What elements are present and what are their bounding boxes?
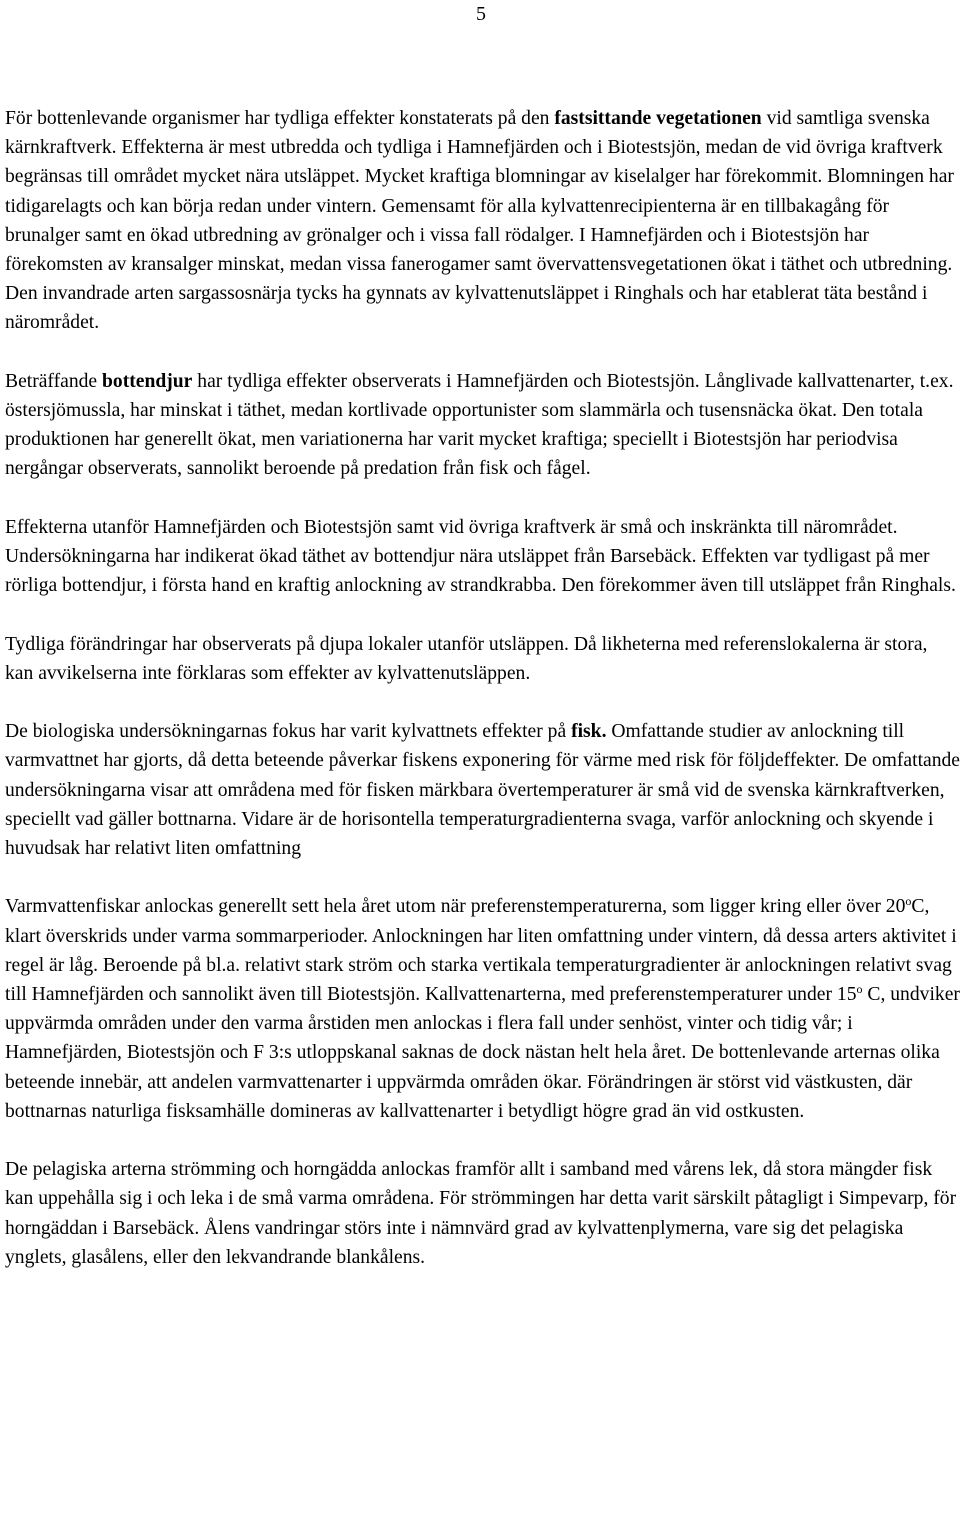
paragraph-vegetation: [5, 104, 960, 338]
text-segment: De biologiska undersökningarnas fokus har varit kylvattnets effekter på: [5, 721, 572, 743]
paragraph-bottom-fauna: [5, 367, 960, 484]
text-segment: De pelagiska arterna strömming och horngädda anlockas framför allt i samband med vårens lek, då stora mängder fisk kan uppehålla sig i och leka i de små varma områdena. För strömmingen har detta varit särskilt påtagligt i Simpevarp, för horngäddan i Barsebäck. Ålens vandringar störs inte i nämnvärd grad av kylvattenplymerna, vare sig det pelagiska ynglets, glasålens, eller den lekvandrande blankålens.: [5, 1159, 957, 1268]
text-segment: vid samtliga svenska kärnkraftverk. Effekterna är mest utbredda och tydliga i Hamnefjärden och i Biotestsjön, medan de vid övriga kraftverk begränsas till området mycket nära utsläppet. Mycket kraftiga blomningar av kiselalger har förekommit. Blomningen har tidigarelagts och kan börja redan under vintern. Gemensamt för alla kylvattenrecipienterna är en tillbakagång för brunalger samt en ökad utbredning av grönalger och i vissa fall rödalger. I Hamnefjärden och i Biotestsjön har förekomsten av kransalger minskat, medan vissa fanerogamer samt övervattensvegetationen ökat i täthet och utbredning. Den invandrade arten sargassosnärja tycks ha gynnats av kylvattenutsläppet i Ringhals och har etablerat täta bestånd i närområdet.: [5, 108, 954, 334]
text-segment: C, klart överskrids under varma sommarperioder. Anlockningen har liten omfattning under vintern, då dessa arters aktivitet i regel är låg. Beroende på bl.a. relativt stark ström och starka vertikala temperaturgradienter är anlockningen relativt svag till Hamnefjärden och sannolikt även till Biotestsjön. Kallvattenarterna, med preferenstemperaturer under 15: [5, 896, 957, 1006]
paragraph-fish-focus: [5, 717, 960, 863]
bold-term-vegetation: fastsittande vegetationen: [554, 108, 762, 129]
text-segment: C, undviker uppvärmda områden under den varma årstiden men anlockas i flera fall under senhöst, vinter och tidig vår; i Hamnefjärden, Biotestsjön och F 3:s utloppskanal saknas de dock nästan helt hela året. De bottenlevande arternas olika beteende innebär, att andelen varmvattenarter i uppvärmda områden ökar. Förändringen är störst vid västkusten, där bottnarnas naturliga fisksamhälle domineras av kallvattenarter i betydligt högre grad än vid ostkusten.: [5, 984, 960, 1122]
text-segment: har tydliga effekter observerats i Hamnefjärden och Biotestsjön. Långlivade kallvattenarter, t.ex. östersjömussla, har minskat i täthet, medan kortlivade opportunister som slammärla och tusensnäcka ökat. Den totala produktionen har generellt ökat, men variationerna har varit mycket kraftiga; speciellt i Biotestsjön har periodvisa nergångar observerats, sannolikt beroende på predation från fisk och fågel.: [5, 370, 954, 480]
page-number: 5: [476, 3, 486, 25]
paragraph-deep-locations: [5, 630, 960, 688]
text-segment: Varmvattenfiskar anlockas generellt sett hela året utom när preferenstemperaturerna, som ligger kring eller över 20: [5, 896, 906, 918]
paragraph-outside-effects: [5, 513, 960, 601]
degree-superscript: o: [856, 982, 863, 997]
text-segment: Tydliga förändringar har observerats på djupa lokaler utanför utsläppen. Då likheterna med referenslokalerna är stora, kan avvikelserna inte förklaras som effekter av kylvattenutsläppen.: [5, 633, 928, 684]
text-segment: För bottenlevande organismer har tydliga effekter konstaterats på den: [5, 108, 555, 129]
paragraph-warm-water-fish: [5, 892, 960, 1126]
text-segment: Effekterna utanför Hamnefjärden och Biotestsjön samt vid övriga kraftverk är små och inskränkta till närområdet. Undersökningarna har indikerat ökad täthet av bottendjur nära utsläppet från Barsebäck. Effekten var tydligast på mer rörliga bottendjur, i första hand en kraftig anlockning av strandkrabba. Den förekommer även till utsläppet från Ringhals.: [5, 516, 956, 597]
degree-superscript: o: [905, 894, 912, 909]
bold-term-bottendjur: bottendjur: [102, 370, 193, 392]
text-segment: Omfattande studier av anlockning till varmvattnet har gjorts, då detta beteende påverkar fiskens exponering för värme med risk för följdeffekter. De omfattande undersökningarna visar att områdena med för fisken märkbara övertemperaturer är små vid de svenska kärnkraftverken, speciellt vad gäller bottnarna. Vidare är de horisontella temperaturgradienterna svaga, varför anlockning och skyende i huvudsak har relativt liten omfattning: [5, 721, 960, 860]
document-body: [5, 104, 960, 1272]
paragraph-pelagic: [5, 1155, 960, 1272]
bold-term-fisk: fisk.: [571, 721, 607, 743]
text-segment: Beträffande: [5, 370, 103, 392]
